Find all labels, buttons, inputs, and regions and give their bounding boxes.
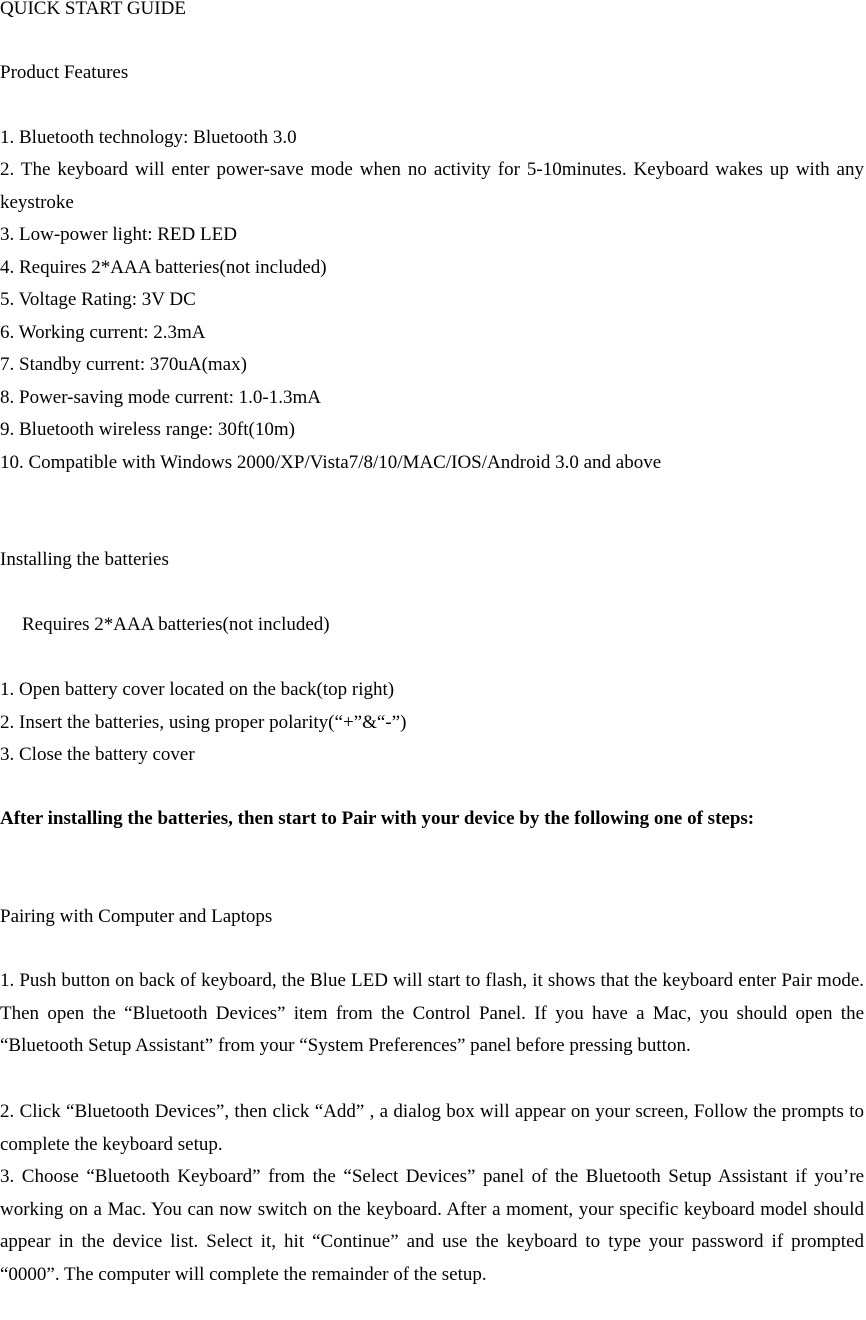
batteries-heading: Installing the batteries — [0, 549, 169, 570]
feature-item: 1. Bluetooth technology: Bluetooth 3.0 — [0, 127, 297, 148]
pairing-step: 2. Click “Bluetooth Devices”, then click “Add” , a dialog box will appear on your screen, Follow the prompts to complete the keyboard setup. — [0, 1101, 864, 1155]
pairing-heading: Pairing with Computer and Laptops — [0, 906, 273, 927]
batteries-note: Requires 2*AAA batteries(not included) — [22, 614, 330, 635]
feature-item: 7. Standby current: 370uA(max) — [0, 354, 247, 375]
pairing-step: 1. Push button on back of keyboard, the Blue LED will start to flash, it shows that the keyboard enter Pair mode. Then open the “Bluetooth Devices” item from the Control Panel. If you have a Mac, you should open the “Bluetooth Setup Assistant” from your “System Preferences” panel before pressing button. — [0, 970, 864, 1057]
battery-step: 3. Close the battery cover — [0, 744, 195, 765]
feature-item: 3. Low-power light: RED LED — [0, 224, 237, 245]
feature-item: 6. Working current: 2.3mA — [0, 322, 206, 343]
document-title: QUICK START GUIDE — [0, 0, 186, 19]
battery-step: 2. Insert the batteries, using proper polarity(“+”&“-”) — [0, 712, 407, 733]
pairing-step: 3. Choose “Bluetooth Keyboard” from the “Select Devices” panel of the Bluetooth Setup Assistant if you’re working on a Mac. You can now switch on the keyboard. After a moment, your specific keyboard model should appear in the device list. Select it, hit “Continue” and use the keyboard to type your password if prompted “0000”. The computer will complete the remainder of the setup. — [0, 1166, 864, 1285]
battery-step: 1. Open battery cover located on the back(top right) — [0, 679, 395, 700]
feature-item: 5. Voltage Rating: 3V DC — [0, 289, 196, 310]
feature-item: 8. Power-saving mode current: 1.0-1.3mA — [0, 387, 321, 408]
features-heading: Product Features — [0, 62, 129, 83]
feature-item: 10. Compatible with Windows 2000/XP/Vista7/8/10/MAC/IOS/Android 3.0 and above — [0, 452, 662, 473]
feature-item: 9. Bluetooth wireless range: 30ft(10m) — [0, 419, 295, 440]
feature-item: 4. Requires 2*AAA batteries(not included) — [0, 257, 327, 278]
feature-item: 2. The keyboard will enter power-save mode when no activity for 5-10minutes. Keyboard wakes up with any keystroke — [0, 159, 864, 213]
pair-intro: After installing the batteries, then start to Pair with your device by the following one of steps: — [0, 808, 755, 829]
